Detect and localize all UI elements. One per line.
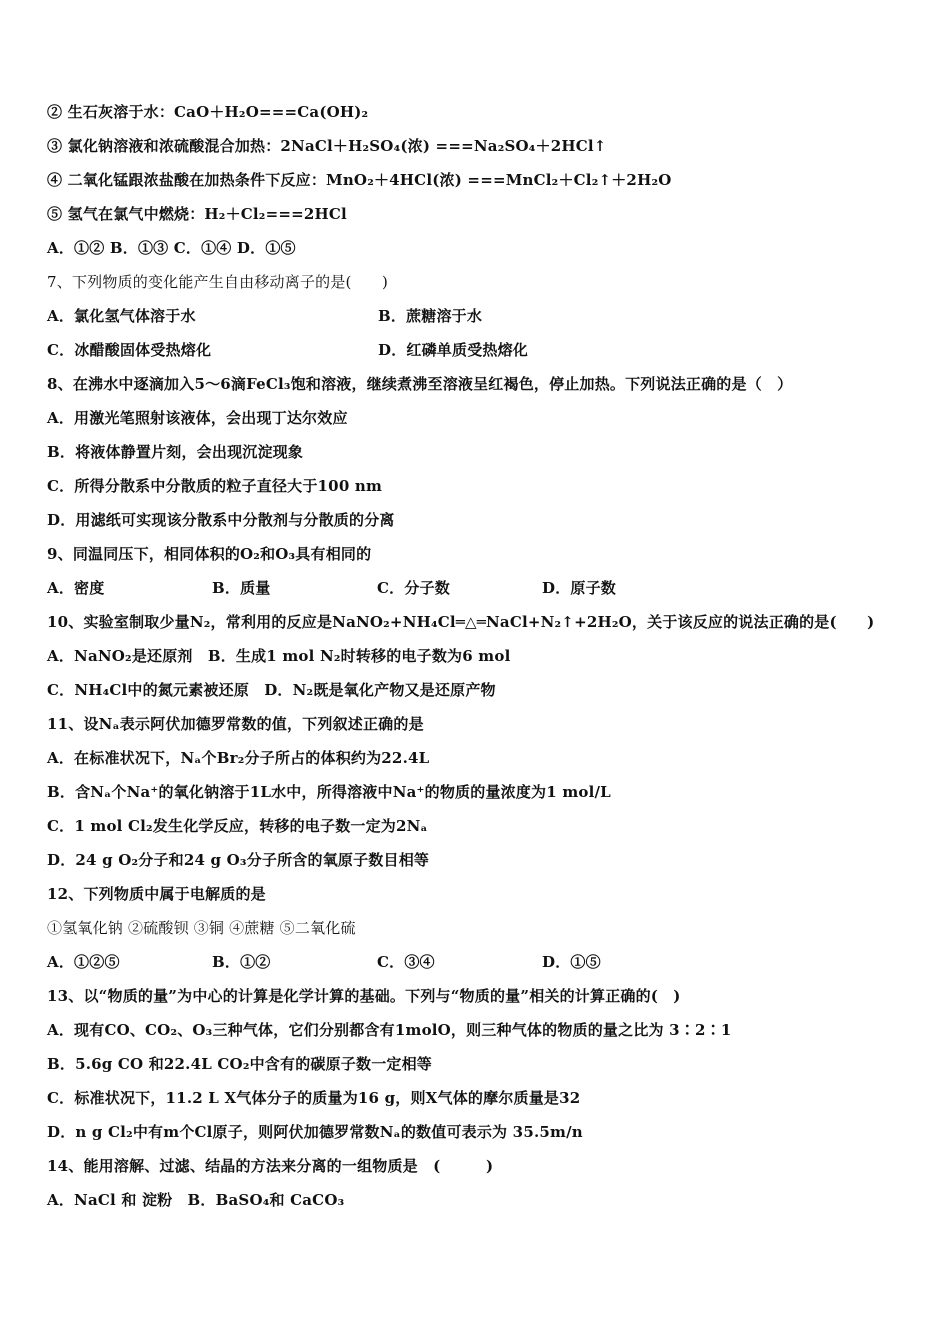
text-segment: C．NH₄Cl中的氮元素被还原 D．N₂既是氧化产物又是还原产物	[47, 681, 496, 699]
text-segment: C．所得分散系中分散质的粒子直径大于100 nm	[47, 477, 383, 495]
text-segment: B．蔗糖溶于水	[378, 307, 483, 325]
text-segment: 11、设Nₐ表示阿伏加德罗常数的值，下列叙述正确的是	[47, 715, 424, 733]
text-segment: D．红磷单质受热熔化	[378, 341, 529, 359]
text-segment: ③ 氯化钠溶液和浓硫酸混合加热：2NaCl＋H₂SO₄(浓) ===Na₂SO₄＋2HCl↑	[47, 137, 607, 155]
text-segment: D．①⑤	[542, 953, 601, 971]
text-segment: B．①②	[212, 953, 271, 971]
text-segment: A．在标准状况下，Nₐ个Br₂分子所占的体积约为22.4L	[47, 749, 430, 767]
text-segment: 8、在沸水中逐滴加入5～6滴FeCl₃饱和溶液，继续煮沸至溶液呈红褐色，停止加热。下列说法正确的是（ ）	[47, 375, 793, 393]
text-segment: B．含Nₐ个Na⁺的氧化钠溶于1L水中，所得溶液中Na⁺的物质的量浓度为1 mol/L	[47, 783, 611, 801]
text-segment: ⑤ 氢气在氯气中燃烧：H₂＋Cl₂===2HCl	[47, 205, 347, 223]
text-segment: A．现有CO、CO₂、O₃三种气体，它们分别都含有1molO，则三种气体的物质的量之比为 3∶2∶1	[47, 1021, 732, 1039]
text-segment: A．氯化氢气体溶于水	[47, 307, 196, 325]
text-segment: D．24 g O₂分子和24 g O₃分子所含的氧原子数目相等	[47, 851, 430, 869]
text-segment: C．冰醋酸固体受热熔化	[47, 341, 212, 359]
text-segment: A．①②⑤	[47, 953, 120, 971]
text-segment: B．将液体静置片刻，会出现沉淀现象	[47, 443, 304, 461]
text-segment: 12、下列物质中属于电解质的是	[47, 885, 266, 903]
text-segment: 9、同温同压下，相同体积的O₂和O₃具有相同的	[47, 545, 372, 563]
text-segment: D．n g Cl₂中有m个Cl原子，则阿伏加德罗常数Nₐ的数值可表示为 35.5m/n	[47, 1123, 583, 1141]
text-segment: B．质量	[212, 579, 271, 597]
text-segment: 10、实验室制取少量N₂，常利用的反应是NaNO₂+NH₄Cl═△═NaCl+N₂↑+2H₂O，关于该反应的说法正确的是( )	[47, 613, 875, 631]
text-segment: C．③④	[377, 953, 435, 971]
text-segment: C．1 mol Cl₂发生化学反应，转移的电子数一定为2Nₐ	[47, 817, 428, 835]
text-segment: ② 生石灰溶于水：CaO＋H₂O===Ca(OH)₂	[47, 103, 369, 121]
text-segment: ①氢氧化钠 ②硫酸钡 ③铜 ④蔗糖 ⑤二氧化硫	[47, 919, 356, 937]
text-segment: 7、下列物质的变化能产生自由移动离子的是( )	[47, 273, 389, 291]
text-segment: A．用激光笔照射该液体，会出现丁达尔效应	[47, 409, 348, 427]
text-segment: C．分子数	[377, 579, 450, 597]
text-segment: D．原子数	[542, 579, 617, 597]
text-segment: A．NaNO₂是还原剂 B．生成1 mol N₂时转移的电子数为6 mol	[47, 647, 511, 665]
text-segment: C．标准状况下，11.2 L X气体分子的质量为16 g，则X气体的摩尔质量是32	[47, 1089, 581, 1107]
text-segment: B．5.6g CO 和22.4L CO₂中含有的碳原子数一定相等	[47, 1055, 432, 1073]
text-segment: A．密度	[47, 579, 105, 597]
text-segment: ④ 二氧化锰跟浓盐酸在加热条件下反应：MnO₂＋4HCl(浓) ===MnCl₂＋Cl₂↑＋2H₂O	[47, 171, 672, 189]
text-segment: 14、能用溶解、过滤、结晶的方法来分离的一组物质是 ( )	[47, 1157, 494, 1175]
text-segment: 13、以“物质的量”为中心的计算是化学计算的基础。下列与“物质的量”相关的计算正确的( )	[47, 987, 681, 1005]
text-segment: D．用滤纸可实现该分散系中分散剂与分散质的分离	[47, 511, 395, 529]
text-segment: A．①② B．①③ C．①④ D．①⑤	[47, 239, 296, 257]
text-segment: A．NaCl 和 淀粉 B．BaSO₄和 CaCO₃	[47, 1191, 345, 1209]
